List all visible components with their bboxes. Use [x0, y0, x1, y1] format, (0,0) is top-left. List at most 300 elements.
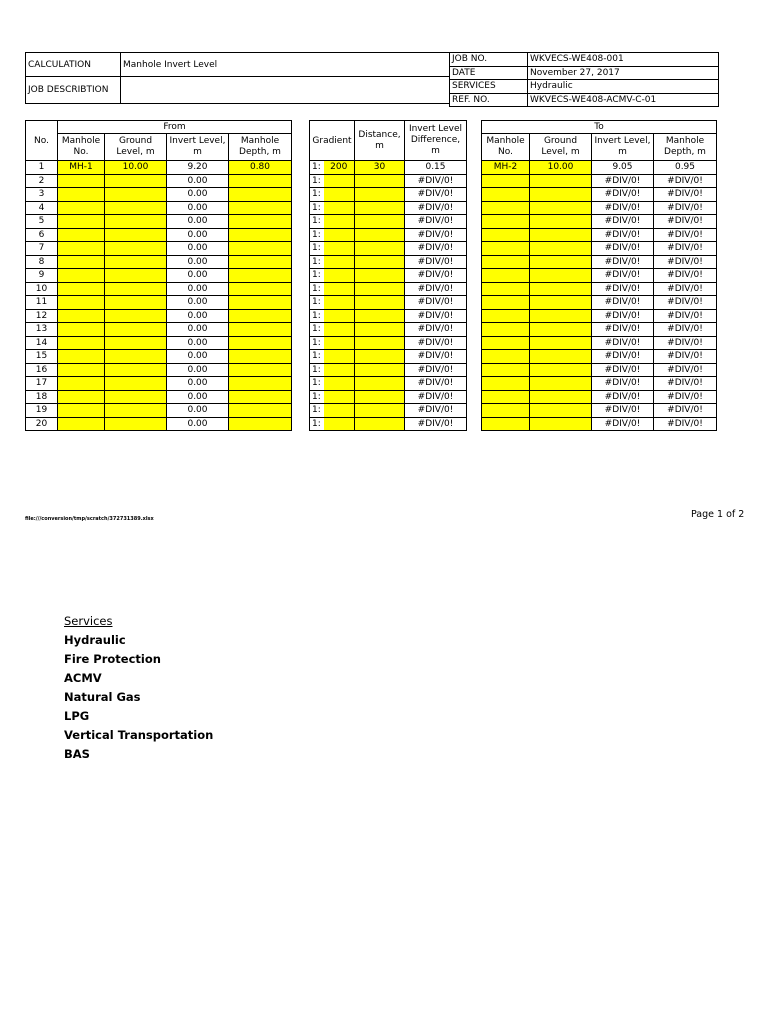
to-ground-cell: [530, 417, 592, 431]
distance-cell: [355, 323, 405, 337]
to-manhole-cell: [482, 282, 530, 296]
diff-cell: #DIV/0!: [405, 323, 467, 337]
gradient-cell: 200: [324, 161, 355, 175]
services-title: Services: [64, 614, 113, 628]
from-manhole-cell: [58, 363, 105, 377]
from-manhole-cell: [58, 188, 105, 202]
row-number: 16: [26, 363, 58, 377]
from-ground-cell: [105, 309, 167, 323]
distance-cell: [355, 417, 405, 431]
row-number: 14: [26, 336, 58, 350]
distance-cell: [355, 296, 405, 310]
gradient-prefix-cell: 1:: [310, 282, 324, 296]
from-depth-cell: [229, 201, 292, 215]
middle-body: [310, 161, 467, 431]
from-row: [26, 161, 292, 175]
from-manhole-cell: [58, 390, 105, 404]
from-manhole-cell: [58, 215, 105, 229]
from-ground-cell: [105, 282, 167, 296]
from-depth-cell: [229, 323, 292, 337]
from-ground-cell: [105, 404, 167, 418]
gradient-prefix-cell: 1:: [310, 350, 324, 364]
from-ground-cell: [105, 269, 167, 283]
to-row: [482, 350, 717, 364]
from-ground-cell: 10.00: [105, 161, 167, 175]
from-manhole-cell: [58, 242, 105, 256]
middle-row: [310, 282, 467, 296]
gradient-cell: [324, 201, 355, 215]
row-number: 5: [26, 215, 58, 229]
from-depth-cell: [229, 228, 292, 242]
distance-cell: [355, 228, 405, 242]
gradient-cell: [324, 269, 355, 283]
from-depth-cell: [229, 269, 292, 283]
to-manhole-cell: [482, 228, 530, 242]
to-invert-cell: #DIV/0!: [592, 390, 654, 404]
from-row: [26, 350, 292, 364]
distance-cell: [355, 269, 405, 283]
from-depth-cell: [229, 336, 292, 350]
gradient-cell: [324, 188, 355, 202]
diff-cell: #DIV/0!: [405, 228, 467, 242]
from-ground-cell: [105, 323, 167, 337]
to-manhole-cell: [482, 404, 530, 418]
to-ground-cell: [530, 336, 592, 350]
diff-cell: #DIV/0!: [405, 201, 467, 215]
from-ground-cell: [105, 228, 167, 242]
diff-cell: #DIV/0!: [405, 404, 467, 418]
middle-row: [310, 417, 467, 431]
from-depth-cell: [229, 377, 292, 391]
gradient-prefix-cell: 1:: [310, 377, 324, 391]
to-row: [482, 188, 717, 202]
to-invert-cell: #DIV/0!: [592, 228, 654, 242]
to-ground-cell: [530, 269, 592, 283]
gradient-prefix-cell: 1:: [310, 309, 324, 323]
to-manhole-cell: MH-2: [482, 161, 530, 175]
middle-row: [310, 404, 467, 418]
diff-cell: #DIV/0!: [405, 255, 467, 269]
from-row: [26, 174, 292, 188]
distance-cell: [355, 350, 405, 364]
from-ground-cell: [105, 174, 167, 188]
to-depth-cell: #DIV/0!: [654, 390, 717, 404]
from-ground-cell: [105, 377, 167, 391]
gradient-cell: [324, 350, 355, 364]
from-depth-cell: 0.80: [229, 161, 292, 175]
from-invert-cell: 0.00: [167, 417, 229, 431]
from-invert-cell: 0.00: [167, 215, 229, 229]
to-invert-cell: #DIV/0!: [592, 188, 654, 202]
distance-cell: [355, 377, 405, 391]
to-ground-cell: [530, 255, 592, 269]
row-number: 17: [26, 377, 58, 391]
to-manhole-cell: [482, 201, 530, 215]
col-from-depth-header: Manhole Depth, m: [229, 134, 292, 161]
from-ground-cell: [105, 336, 167, 350]
to-depth-cell: #DIV/0!: [654, 377, 717, 391]
service-item: Natural Gas: [64, 690, 141, 704]
gradient-prefix-cell: 1:: [310, 201, 324, 215]
diff-cell: #DIV/0!: [405, 363, 467, 377]
gradient-cell: [324, 228, 355, 242]
to-depth-cell: #DIV/0!: [654, 174, 717, 188]
from-depth-cell: [229, 188, 292, 202]
to-ground-cell: [530, 350, 592, 364]
gradient-prefix-cell: 1:: [310, 228, 324, 242]
to-ground-cell: [530, 363, 592, 377]
to-depth-cell: #DIV/0!: [654, 215, 717, 229]
date-label: DATE: [450, 66, 528, 80]
from-row: [26, 363, 292, 377]
to-invert-cell: #DIV/0!: [592, 350, 654, 364]
to-depth-cell: #DIV/0!: [654, 417, 717, 431]
to-row: [482, 282, 717, 296]
to-depth-cell: #DIV/0!: [654, 363, 717, 377]
from-invert-cell: 0.00: [167, 282, 229, 296]
to-depth-cell: #DIV/0!: [654, 269, 717, 283]
from-ground-cell: [105, 390, 167, 404]
middle-row: [310, 377, 467, 391]
to-manhole-cell: [482, 296, 530, 310]
from-depth-cell: [229, 390, 292, 404]
to-ground-cell: [530, 188, 592, 202]
service-item: LPG: [64, 709, 90, 723]
to-ground-cell: [530, 201, 592, 215]
col-no-header: No.: [26, 121, 58, 161]
diff-cell: #DIV/0!: [405, 296, 467, 310]
middle-row: [310, 228, 467, 242]
from-row: [26, 323, 292, 337]
row-number: 2: [26, 174, 58, 188]
calculation-label: CALCULATION: [26, 53, 121, 77]
from-manhole-cell: [58, 309, 105, 323]
col-from-manhole-header: Manhole No.: [58, 134, 105, 161]
to-ground-cell: [530, 296, 592, 310]
from-manhole-cell: [58, 336, 105, 350]
middle-row: [310, 269, 467, 283]
to-invert-cell: #DIV/0!: [592, 255, 654, 269]
distance-cell: [355, 282, 405, 296]
from-ground-cell: [105, 296, 167, 310]
to-manhole-cell: [482, 350, 530, 364]
to-row: [482, 269, 717, 283]
from-manhole-cell: [58, 282, 105, 296]
from-ground-cell: [105, 255, 167, 269]
from-row: [26, 201, 292, 215]
to-manhole-cell: [482, 215, 530, 229]
gradient-cell: [324, 215, 355, 229]
from-invert-cell: 0.00: [167, 188, 229, 202]
to-row: [482, 228, 717, 242]
from-invert-cell: 0.00: [167, 377, 229, 391]
from-invert-cell: 0.00: [167, 296, 229, 310]
to-manhole-cell: [482, 417, 530, 431]
to-row: [482, 215, 717, 229]
diff-cell: #DIV/0!: [405, 242, 467, 256]
to-row: [482, 296, 717, 310]
distance-cell: [355, 242, 405, 256]
col-to-manhole-header: Manhole No.: [482, 134, 530, 161]
from-invert-cell: 0.00: [167, 201, 229, 215]
to-manhole-cell: [482, 336, 530, 350]
to-ground-cell: [530, 390, 592, 404]
gradient-cell: [324, 390, 355, 404]
to-ground-cell: [530, 309, 592, 323]
diff-cell: #DIV/0!: [405, 215, 467, 229]
gradient-prefix-cell: 1:: [310, 161, 324, 175]
from-invert-cell: 0.00: [167, 309, 229, 323]
service-item: Vertical Transportation: [64, 728, 214, 742]
from-depth-cell: [229, 215, 292, 229]
row-number: 1: [26, 161, 58, 175]
service-item: Fire Protection: [64, 652, 161, 666]
from-row: [26, 228, 292, 242]
to-ground-cell: [530, 282, 592, 296]
row-number: 11: [26, 296, 58, 310]
to-manhole-cell: [482, 309, 530, 323]
gradient-prefix-cell: 1:: [310, 363, 324, 377]
from-invert-cell: 0.00: [167, 390, 229, 404]
from-manhole-cell: [58, 350, 105, 364]
services-label: SERVICES: [450, 80, 528, 94]
to-invert-cell: #DIV/0!: [592, 282, 654, 296]
to-row: [482, 363, 717, 377]
middle-row: [310, 255, 467, 269]
distance-cell: [355, 404, 405, 418]
to-ground-cell: [530, 323, 592, 337]
distance-cell: [355, 309, 405, 323]
from-depth-cell: [229, 350, 292, 364]
to-row: [482, 417, 717, 431]
from-row: [26, 404, 292, 418]
middle-row: [310, 161, 467, 175]
from-ground-cell: [105, 215, 167, 229]
middle-row: [310, 390, 467, 404]
diff-cell: #DIV/0!: [405, 188, 467, 202]
to-depth-cell: #DIV/0!: [654, 309, 717, 323]
from-manhole-cell: [58, 377, 105, 391]
from-row: [26, 417, 292, 431]
distance-cell: [355, 201, 405, 215]
header-left-table: [25, 52, 450, 104]
to-depth-cell: #DIV/0!: [654, 228, 717, 242]
diff-cell: 0.15: [405, 161, 467, 175]
to-title: To: [482, 121, 717, 134]
from-depth-cell: [229, 417, 292, 431]
ref-no-value: WKVECS-WE408-ACMV-C-01: [528, 93, 719, 107]
from-row: [26, 309, 292, 323]
gradient-cell: [324, 242, 355, 256]
from-manhole-cell: MH-1: [58, 161, 105, 175]
from-manhole-cell: [58, 228, 105, 242]
middle-row: [310, 336, 467, 350]
to-row: [482, 201, 717, 215]
to-ground-cell: [530, 228, 592, 242]
from-row: [26, 336, 292, 350]
to-row: [482, 336, 717, 350]
to-invert-cell: #DIV/0!: [592, 201, 654, 215]
to-depth-cell: #DIV/0!: [654, 296, 717, 310]
to-invert-cell: #DIV/0!: [592, 417, 654, 431]
from-row: [26, 377, 292, 391]
services-list: [64, 612, 213, 764]
to-manhole-cell: [482, 377, 530, 391]
gradient-cell: [324, 323, 355, 337]
from-row: [26, 242, 292, 256]
header-right-table: [449, 52, 719, 107]
from-body: [26, 161, 292, 431]
gradient-prefix-cell: 1:: [310, 215, 324, 229]
from-manhole-cell: [58, 201, 105, 215]
to-invert-cell: #DIV/0!: [592, 296, 654, 310]
to-ground-cell: [530, 377, 592, 391]
diff-cell: #DIV/0!: [405, 282, 467, 296]
row-number: 19: [26, 404, 58, 418]
from-invert-cell: 0.00: [167, 269, 229, 283]
col-to-ground-header: Ground Level, m: [530, 134, 592, 161]
distance-cell: [355, 255, 405, 269]
to-invert-cell: #DIV/0!: [592, 404, 654, 418]
from-row: [26, 255, 292, 269]
from-manhole-cell: [58, 174, 105, 188]
gradient-cell: [324, 377, 355, 391]
to-row: [482, 242, 717, 256]
diff-cell: #DIV/0!: [405, 269, 467, 283]
distance-cell: [355, 174, 405, 188]
gradient-cell: [324, 363, 355, 377]
from-depth-cell: [229, 174, 292, 188]
diff-cell: #DIV/0!: [405, 417, 467, 431]
middle-row: [310, 296, 467, 310]
from-manhole-cell: [58, 255, 105, 269]
from-depth-cell: [229, 363, 292, 377]
from-invert-cell: 0.00: [167, 363, 229, 377]
gradient-prefix-cell: 1:: [310, 390, 324, 404]
distance-cell: [355, 188, 405, 202]
row-number: 3: [26, 188, 58, 202]
job-description-value: [121, 77, 450, 104]
from-ground-cell: [105, 363, 167, 377]
gradient-prefix-cell: 1:: [310, 269, 324, 283]
job-no-value: WKVECS-WE408-001: [528, 53, 719, 67]
date-value: November 27, 2017: [528, 66, 719, 80]
to-row: [482, 377, 717, 391]
from-depth-cell: [229, 255, 292, 269]
from-invert-cell: 0.00: [167, 255, 229, 269]
services-value: Hydraulic: [528, 80, 719, 94]
file-path: file:///conversion/tmp/scratch/372731389.xlsx: [25, 516, 154, 522]
col-distance-header: Distance, m: [355, 121, 405, 161]
page-number: Page 1 of 2: [691, 509, 745, 520]
from-depth-cell: [229, 296, 292, 310]
to-depth-cell: #DIV/0!: [654, 201, 717, 215]
diff-cell: #DIV/0!: [405, 309, 467, 323]
from-ground-cell: [105, 350, 167, 364]
to-invert-cell: #DIV/0!: [592, 336, 654, 350]
to-invert-cell: #DIV/0!: [592, 215, 654, 229]
row-number: 18: [26, 390, 58, 404]
from-ground-cell: [105, 242, 167, 256]
row-number: 10: [26, 282, 58, 296]
middle-row: [310, 323, 467, 337]
from-row: [26, 269, 292, 283]
to-depth-cell: #DIV/0!: [654, 336, 717, 350]
col-to-invert-header: Invert Level, m: [592, 134, 654, 161]
row-number: 9: [26, 269, 58, 283]
gradient-prefix-cell: 1:: [310, 404, 324, 418]
middle-table: [309, 120, 467, 431]
to-row: [482, 404, 717, 418]
row-number: 20: [26, 417, 58, 431]
from-ground-cell: [105, 188, 167, 202]
distance-cell: [355, 215, 405, 229]
to-depth-cell: #DIV/0!: [654, 350, 717, 364]
distance-cell: [355, 363, 405, 377]
from-invert-cell: 0.00: [167, 242, 229, 256]
to-ground-cell: [530, 242, 592, 256]
gradient-prefix-cell: 1:: [310, 255, 324, 269]
to-depth-cell: #DIV/0!: [654, 255, 717, 269]
row-number: 12: [26, 309, 58, 323]
to-row: [482, 309, 717, 323]
gradient-prefix-cell: 1:: [310, 242, 324, 256]
col-from-ground-header: Ground Level, m: [105, 134, 167, 161]
middle-row: [310, 201, 467, 215]
row-number: 6: [26, 228, 58, 242]
to-manhole-cell: [482, 174, 530, 188]
from-depth-cell: [229, 242, 292, 256]
to-depth-cell: #DIV/0!: [654, 282, 717, 296]
from-invert-cell: 0.00: [167, 228, 229, 242]
col-diff-header: Invert Level Difference, m: [405, 121, 467, 161]
row-number: 15: [26, 350, 58, 364]
row-number: 13: [26, 323, 58, 337]
to-ground-cell: [530, 404, 592, 418]
to-invert-cell: #DIV/0!: [592, 174, 654, 188]
to-invert-cell: #DIV/0!: [592, 309, 654, 323]
from-ground-cell: [105, 417, 167, 431]
from-title: From: [58, 121, 292, 134]
row-number: 7: [26, 242, 58, 256]
from-row: [26, 296, 292, 310]
gradient-cell: [324, 404, 355, 418]
to-row: [482, 390, 717, 404]
to-depth-cell: 0.95: [654, 161, 717, 175]
col-to-depth-header: Manhole Depth, m: [654, 134, 717, 161]
to-table: [481, 120, 717, 431]
from-manhole-cell: [58, 323, 105, 337]
diff-cell: #DIV/0!: [405, 390, 467, 404]
from-manhole-cell: [58, 417, 105, 431]
middle-row: [310, 215, 467, 229]
gradient-prefix-cell: 1:: [310, 188, 324, 202]
gradient-prefix-cell: 1:: [310, 323, 324, 337]
to-row: [482, 255, 717, 269]
from-manhole-cell: [58, 404, 105, 418]
middle-row: [310, 309, 467, 323]
job-no-label: JOB NO.: [450, 53, 528, 67]
to-row: [482, 323, 717, 337]
diff-cell: #DIV/0!: [405, 336, 467, 350]
to-invert-cell: #DIV/0!: [592, 377, 654, 391]
to-depth-cell: #DIV/0!: [654, 242, 717, 256]
distance-cell: 30: [355, 161, 405, 175]
to-manhole-cell: [482, 363, 530, 377]
distance-cell: [355, 390, 405, 404]
gradient-cell: [324, 282, 355, 296]
from-ground-cell: [105, 201, 167, 215]
